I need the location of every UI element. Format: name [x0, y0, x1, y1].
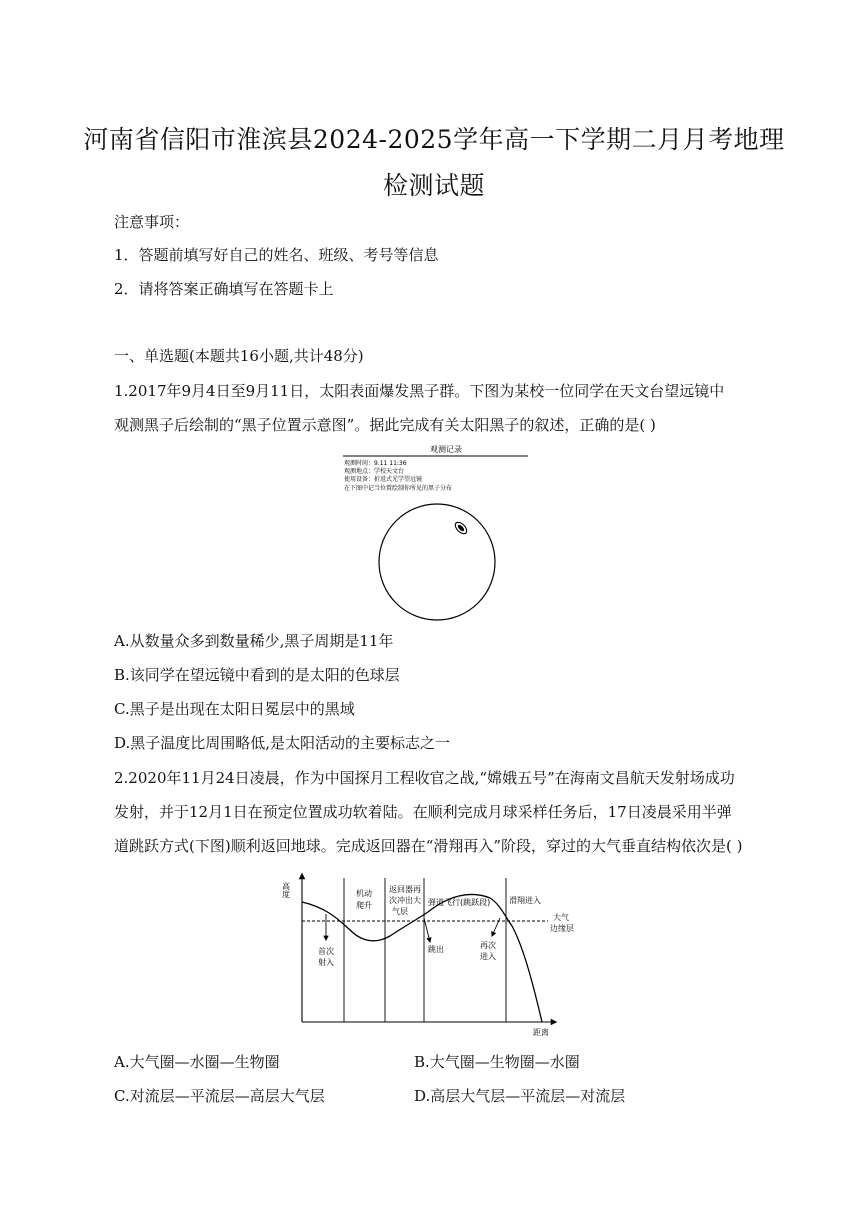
q1-stem-line1: 1.2017年9月4日至9月11日，太阳表面爆发黑子群。下图为某校一位同学在天文台望远镜中: [114, 382, 725, 400]
q2-stem-line3: 道跳跃方式(下图)顺利返回地球。完成返回器在“滑翔再入”阶段，穿过的大气垂直结构依次是( ): [114, 837, 743, 855]
reentry-diagram: [280, 868, 600, 1040]
sunspot-record-line-1: 观测时间：9.11 11:36: [344, 460, 407, 467]
exam-title-line2: 检测试题: [382, 171, 485, 200]
notes-item-1: 1．答题前填写好自己的姓名、班级、考号等信息: [114, 246, 439, 264]
x-axis-label: 距离: [533, 1028, 549, 1037]
sunspot-figure: [340, 442, 532, 624]
y-axis-label-top: 高度: [281, 882, 291, 898]
q2-option-d: D.高层大气层—平流层—对流层: [414, 1087, 626, 1105]
q1-option-a: A.从数量众多到数量稀少,黑子周期是11年: [114, 632, 394, 650]
stage2-label-1: 返回器再: [389, 885, 421, 894]
q2-stem-line1: 2.2020年11月24日凌晨，作为中国探月工程收官之战,“嫦娥五号”在海南文昌航天发射场成功: [114, 769, 735, 787]
stage2-label-2: 次冲出大: [389, 896, 421, 905]
stage4-label: 滑翔进入: [509, 896, 541, 905]
sunspot-record-line-2: 观测地点：学校天文台: [344, 468, 405, 475]
first-entry-label-2: 射入: [318, 958, 334, 967]
boundary-label-1: 大气: [553, 913, 569, 922]
stage3-label: 弹道飞行(跳跃段): [428, 898, 491, 907]
sun-disk: [379, 504, 495, 620]
stage1-label-1: 机动: [356, 889, 372, 898]
boundary-label-2: 边缘层: [550, 924, 574, 933]
section-heading: 一、单选题(本题共16小题,共计48分): [114, 347, 364, 365]
q1-option-c: C.黑子是出现在太阳日冕层中的黑域: [114, 700, 355, 718]
q2-option-a: A.大气圈—水圈—生物圈: [114, 1053, 280, 1071]
second-entry-label-1: 再次: [480, 941, 496, 950]
q1-option-d: D.黑子温度比周围略低,是太阳活动的主要标志之一: [114, 734, 451, 752]
q2-option-c: C.对流层—平流层—高层大气层: [114, 1087, 325, 1105]
q2-stem-line2: 发射，并于12月1日在预定位置成功软着陆。在顺利完成月球采样任务后，17日凌晨采用半弹: [114, 803, 732, 821]
second-entry-label-2: 进入: [480, 952, 496, 961]
exam-title-line1: 河南省信阳市淮滨县2024-2025学年高一下学期二月月考地理: [83, 125, 785, 154]
jump-out-label: 跳出: [428, 945, 444, 954]
q2-option-b: B.大气圈—生物圈—水圈: [414, 1053, 580, 1071]
jump-out-arrow: [424, 918, 430, 942]
stage1-label-2: 爬升: [356, 901, 372, 910]
q1-stem-line2: 观测黑子后绘制的“黑子位置示意图”。据此完成有关太阳黑子的叙述，正确的是( ): [114, 416, 656, 434]
sunspot-figure-title: 观测记录: [430, 445, 462, 454]
q1-option-b: B.该同学在望远镜中看到的是太阳的色球层: [114, 666, 400, 684]
notes-item-2: 2．请将答案正确填写在答题卡上: [114, 280, 334, 298]
first-entry-label-1: 首次: [318, 947, 334, 956]
notes-heading: 注意事项：: [114, 213, 190, 231]
sunspot-record-line-4: 在下图中记当位置绘制你所见的黑子分布: [344, 485, 453, 492]
stage2-label-3: 气层: [392, 907, 408, 916]
sunspot-record-line-3: 使用设备：折返式光学望远镜: [344, 476, 423, 483]
sunspot-icon: [453, 520, 469, 536]
